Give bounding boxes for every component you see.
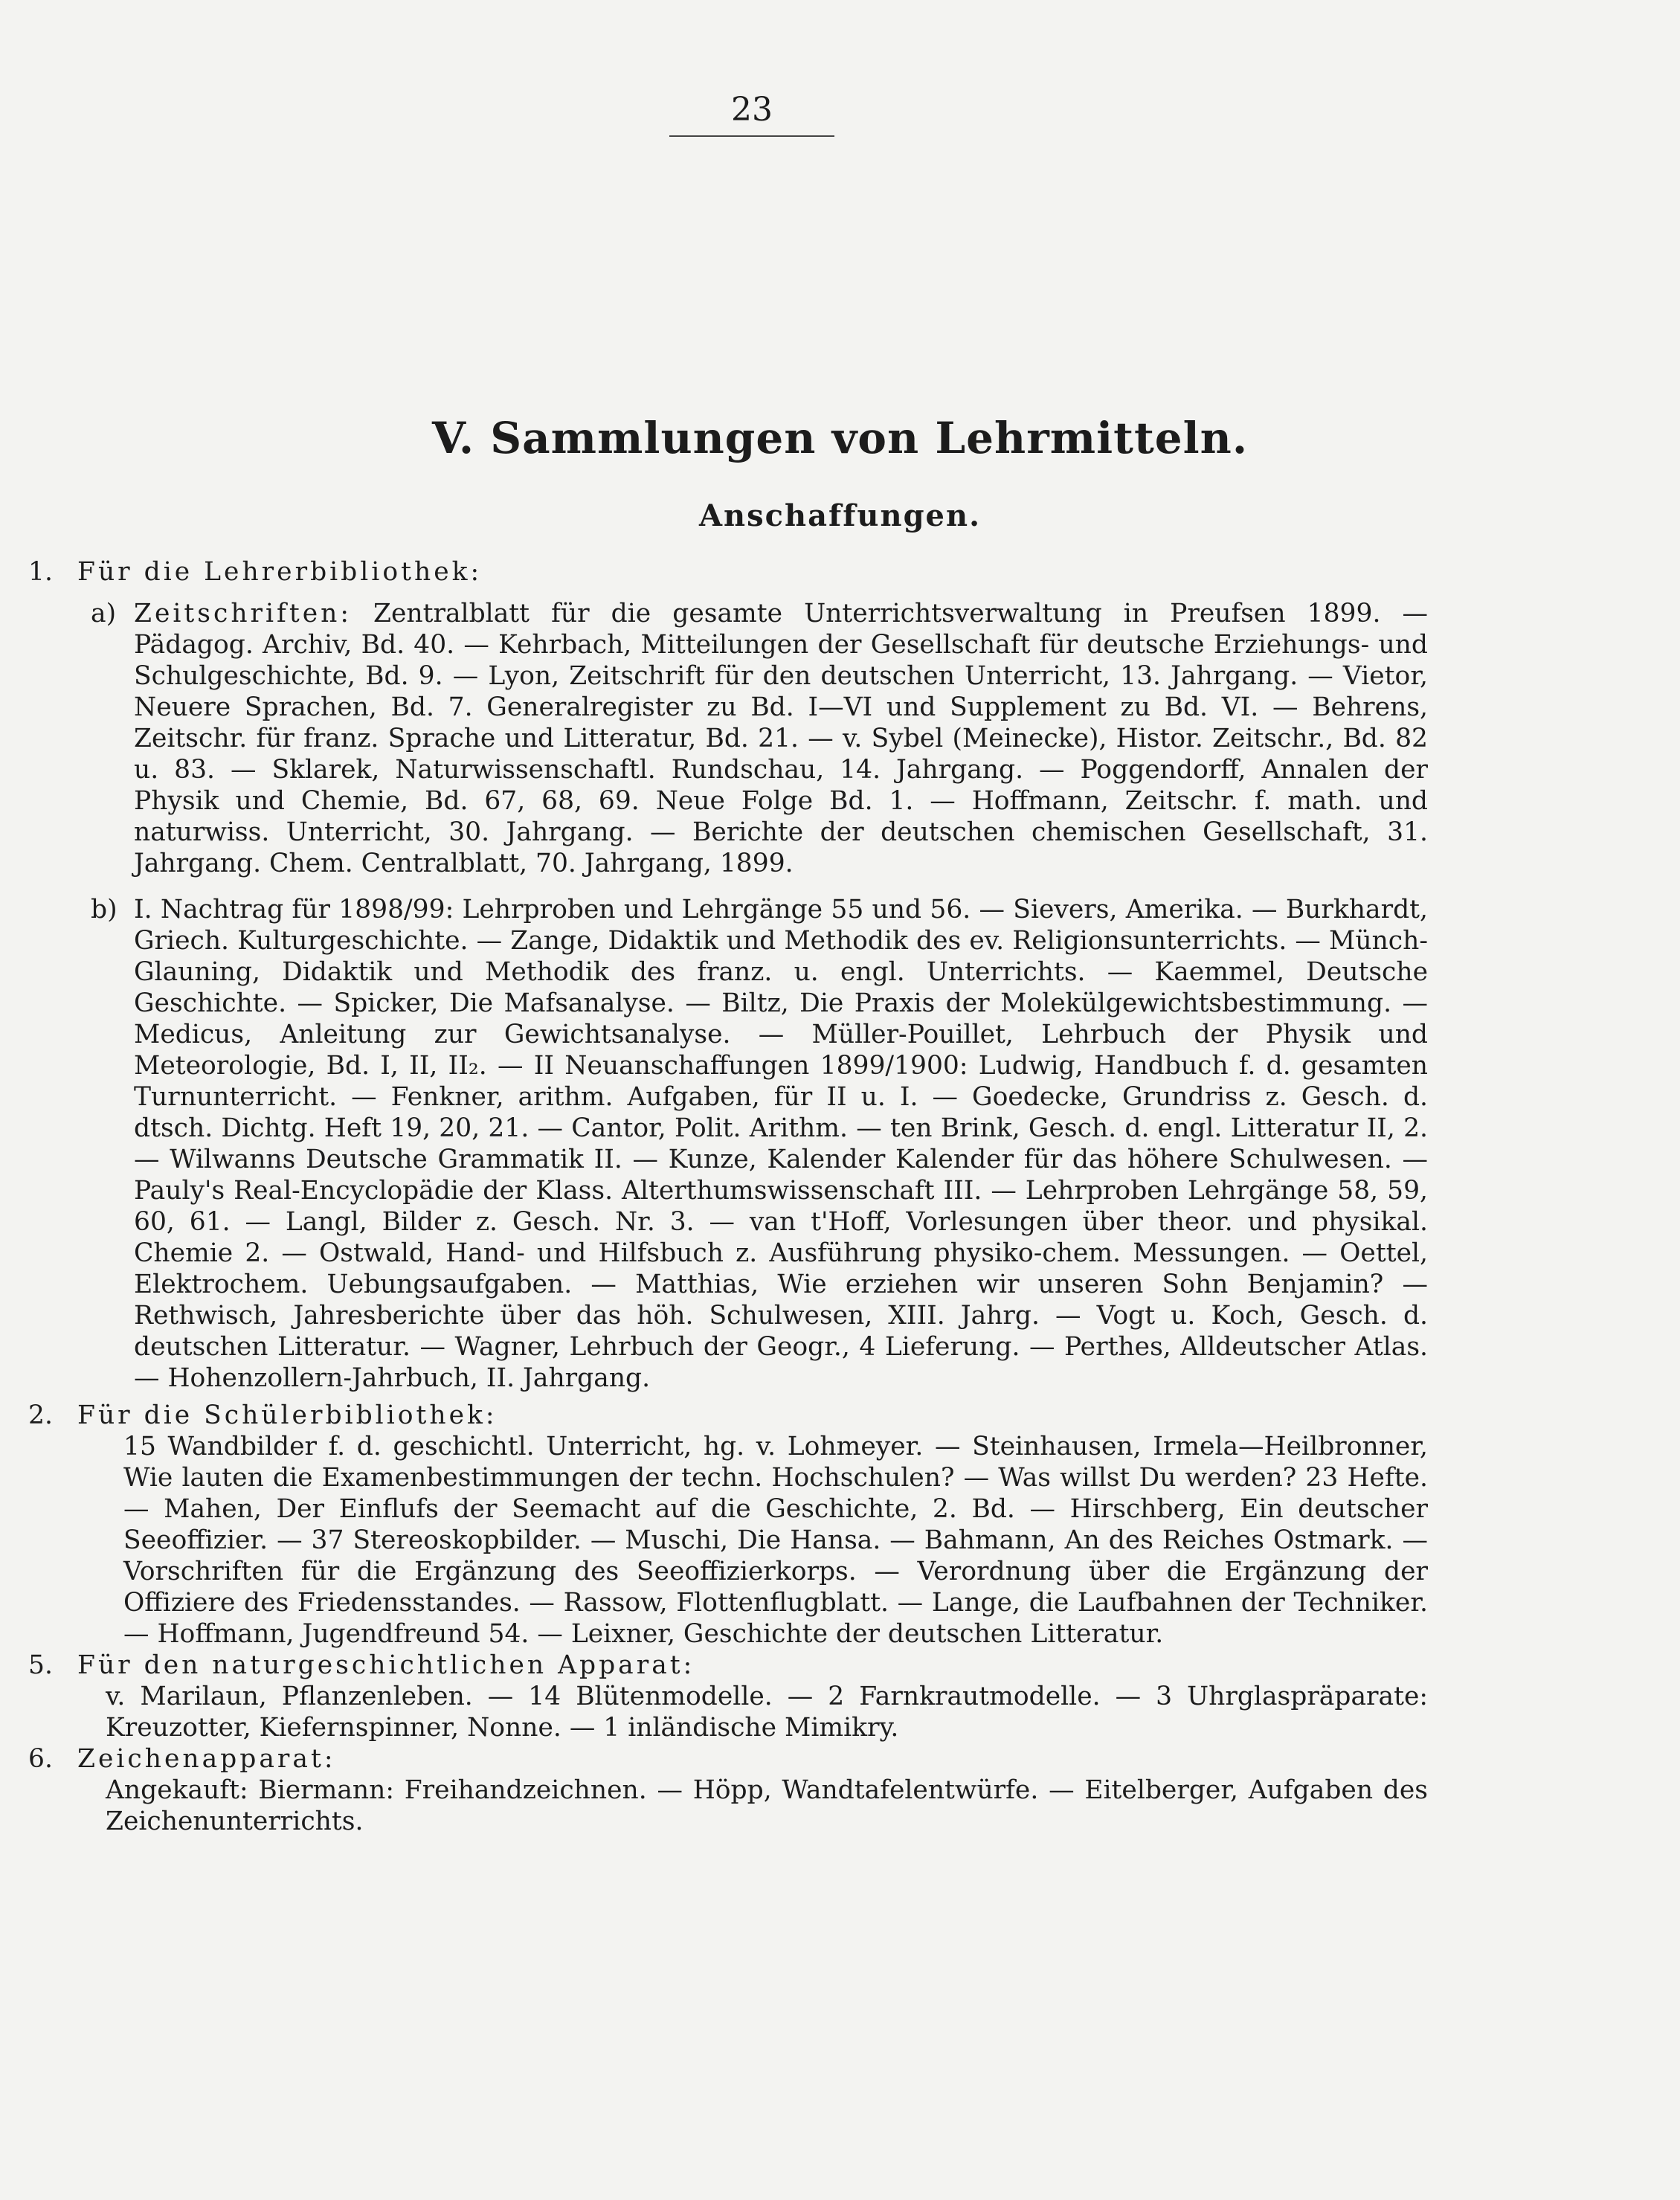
section-naturgeschichtlicher-apparat xyxy=(28,1650,1428,1743)
subsection-a xyxy=(91,598,1428,879)
subsection-text: I. Nachtrag für 1898/99: Lehrproben und Lehrgänge 55 und 56. — Sievers, Amerika. — Burkhardt, Griech. Kulturgeschichte. — Zange, Didaktik und Methodik des ev. Religionsunterrichts. — Münch-Glauning, Didaktik und Methodik des franz. u. engl. Unterrichts. — Kaemmel, Deutsche Geschichte. — Spicker, Die Mafsanalyse. — Biltz, Die Praxis der Molekülgewichtsbestimmung. — Medicus, Anleitung zur Gewichtsanalyse. — Müller-Pouillet, Lehrbuch der Physik und Meteorologie, Bd. I, II, II₂. — II Neuanschaffungen 1899/1900: Ludwig, Handbuch f. d. gesamten Turnunterricht. — Fenkner, arithm. Aufgaben, für II u. I. — Goedecke, Grundriss z. Gesch. d. dtsch. Dichtg. Heft 19, 20, 21. — Cantor, Polit. Arithm. — ten Brink, Gesch. d. engl. Litteratur II, 2. — Wilwanns Deutsche Grammatik II. — Kunze, Kalender Kalender für das höhere Schulwesen. — Pauly's Real-Encyclopädie der Klass. Alterthumswissenschaft III. — Lehrproben Lehrgänge 58, 59, 60, 61. — Langl, Bilder z. Gesch. Nr. 3. — van t'Hoff, Vorlesungen über theor. und physikal. Chemie 2. — Ostwald, Hand- und Hilfsbuch z. Ausführung physiko-chem. Messungen. — Oettel, Elektrochem. Uebungsaufgaben. — Matthias, Wie erziehen wir unseren Sohn Benjamin? — Rethwisch, Jahresberichte über das höh. Schulwesen, XIII. Jahrg. — Vogt u. Koch, Gesch. d. deutschen Litteratur. — Wagner, Lehrbuch der Geogr., 4 Lieferung. — Perthes, Alldeutscher Atlas. — Hohenzollern-Jahrbuch, II. Jahrgang. xyxy=(134,895,1428,1393)
section-text: Angekauft: Biermann: Freihandzeichnen. — Höpp, Wandtafelentwürfe. — Eitelberger, Aufgaben des Zeichenunterrichts. xyxy=(106,1775,1428,1836)
subsection-text xyxy=(134,598,1428,879)
section-title: Für die Schülerbibliothek: xyxy=(77,1400,498,1430)
section-number: 2. xyxy=(28,1400,53,1430)
subsection-label: b) xyxy=(91,895,118,924)
section-heading xyxy=(28,1743,1428,1775)
section-subtitle: Anschaffungen. xyxy=(699,498,981,533)
section-number: 6. xyxy=(28,1744,53,1774)
section-schuelerbibliothek xyxy=(28,1400,1428,1650)
section-text: 15 Wandbilder f. d. geschichtl. Unterricht, hg. v. Lohmeyer. — Steinhausen, Irmela—Heilbronner, Wie lauten die Examenbestimmungen der techn. Hochschulen? — Was willst Du werden? 23 Hefte. — Mahen, Der Einflufs der Seemacht auf die Geschichte, 2. Bd. — Hirschberg, Ein deutscher Seeoffizier. — 37 Stereoskopbilder. — Muschi, Die Hansa. — Bahmann, An des Reiches Ostmark. — Vorschriften für die Ergänzung des Seeoffizierkorps. — Verordnung über die Ergänzung der Offiziere des Friedensstandes. — Rassow, Flottenflugblatt. — Lange, die Laufbahnen der Techniker. — Hoffmann, Jugendfreund 54. — Leixner, Geschichte der deutschen Litteratur. xyxy=(123,1432,1428,1649)
section-lehrerbibliothek xyxy=(28,556,1428,1394)
section-title: Für den naturgeschichtlichen Apparat: xyxy=(77,1650,695,1680)
section-number: 1. xyxy=(28,557,53,587)
page-title: V. Sammlungen von Lehrmitteln. xyxy=(431,413,1249,463)
subsection-label: a) xyxy=(91,599,117,628)
subsection-b xyxy=(91,894,1428,1394)
section-title: Für die Lehrerbibliothek: xyxy=(77,557,483,587)
document-body xyxy=(28,556,1428,1837)
section-zeichenapparat xyxy=(28,1743,1428,1837)
section-title: Zeichenapparat: xyxy=(77,1744,336,1774)
section-heading xyxy=(28,556,1428,588)
page-number: 23 xyxy=(669,88,834,137)
subsection-body: Zentralblatt für die gesamte Unterrichtsverwaltung in Preufsen 1899. — Pädagog. Archiv, Bd. 40. — Kehrbach, Mitteilungen der Gesellschaft für deutsche Erziehungs- und Schulgeschichte, Bd. 9. — Lyon, Zeitschrift für den deutschen Unterricht, 13. Jahrgang. — Vietor, Neuere Sprachen, Bd. 7. Generalregister zu Bd. I—VI und Supplement zu Bd. VI. — Behrens, Zeitschr. für franz. Sprache und Litteratur, Bd. 21. — v. Sybel (Meinecke), Histor. Zeitschr., Bd. 82 u. 83. — Sklarek, Naturwissenschaftl. Rundschau, 14. Jahrgang. — Poggendorff, Annalen der Physik und Chemie, Bd. 67, 68, 69. Neue Folge Bd. 1. — Hoffmann, Zeitschr. f. math. und naturwiss. Unterricht, 30. Jahrgang. — Berichte der deutschen chemischen Gesellschaft, 31. Jahrgang. Chem. Centralblatt, 70. Jahrgang, 1899. xyxy=(134,599,1428,878)
section-number: 5. xyxy=(28,1650,53,1680)
section-text: v. Marilaun, Pflanzenleben. — 14 Blütenmodelle. — 2 Farnkrautmodelle. — 3 Uhrglaspräparate: Kreuzotter, Kiefernspinner, Nonne. — 1 inländische Mimikry. xyxy=(106,1682,1428,1743)
section-heading xyxy=(28,1400,1428,1431)
subsection-lead: Zeitschriften: xyxy=(134,599,352,628)
section-heading xyxy=(28,1650,1428,1681)
